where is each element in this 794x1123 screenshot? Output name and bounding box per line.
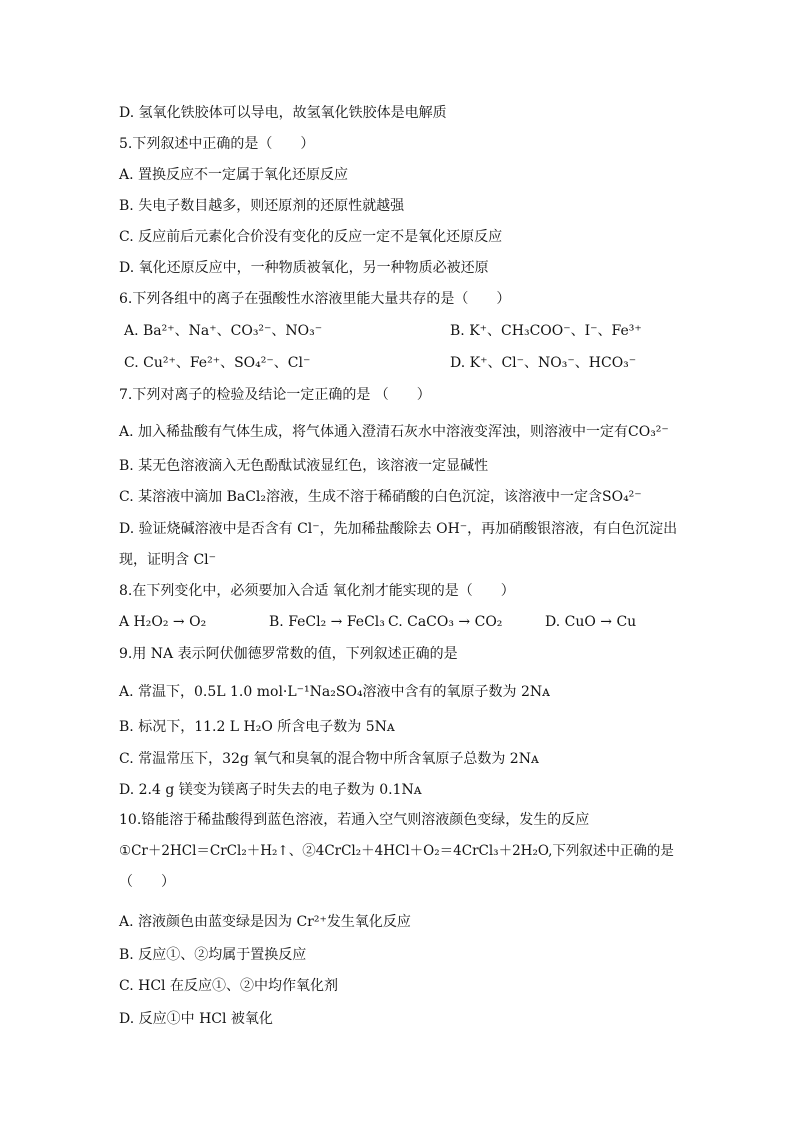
q5-option-d: D. 氧化还原反应中，一种物质被氧化，另一种物质必被还原 bbox=[119, 260, 489, 276]
q4-option-d: D. 氢氧化铁胶体可以导电，故氢氧化铁胶体是电解质 bbox=[119, 105, 447, 121]
q9-option-a: A. 常温下，0.5L 1.0 mol·L⁻¹Na₂SO₄溶液中含有的氧原子数为 2Nᴀ bbox=[119, 684, 551, 700]
q9-option-d: D. 2.4 g 镁变为镁离子时失去的电子数为 0.1Nᴀ bbox=[119, 782, 422, 798]
q6-option-a: A. Ba²⁺、Na⁺、CO₃²⁻、NO₃⁻ bbox=[124, 323, 323, 339]
q10-option-a: A. 溶液颜色由蓝变绿是因为 Cr²⁺发生氧化反应 bbox=[119, 914, 411, 930]
q6-option-d: D. K⁺、Cl⁻、NO₃⁻、HCO₃⁻ bbox=[450, 355, 637, 371]
q7-option-b: B. 某无色溶液滴入无色酚酞试液显红色，该溶液一定显碱性 bbox=[119, 458, 489, 474]
q10-option-d: D. 反应①中 HCl 被氧化 bbox=[119, 1011, 273, 1027]
q5-option-b: B. 失电子数目越多，则还原剂的还原性就越强 bbox=[119, 198, 405, 214]
q7-question: 7.下列对离子的检验及结论一定正确的是 （ ） bbox=[119, 387, 431, 403]
q7-option-a: A. 加入稀盐酸有气体生成，将气体通入澄清石灰水中溶液变浑浊，则溶液中一定有CO₃²⁻ bbox=[119, 424, 669, 440]
q5-option-a: A. 置换反应不一定属于氧化还原反应 bbox=[119, 167, 349, 183]
q8-option-d: D. CuO → Cu bbox=[545, 614, 637, 630]
q7-option-d: D. 验证烧碱溶液中是否含有 Cl⁻，先加稀盐酸除去 OH⁻，再加硝酸银溶液，有白色沉淀出 bbox=[119, 521, 678, 537]
q9-option-c: C. 常温常压下，32g 氧气和臭氧的混合物中所含氧原子总数为 2Nᴀ bbox=[119, 751, 539, 767]
q8-question: 8.在下列变化中，必须要加入合适 氧化剂才能实现的是（ ） bbox=[119, 583, 515, 599]
q10-bracket: （ ） bbox=[119, 874, 175, 890]
q6-question: 6.下列各组中的离子在强酸性水溶液里能大量共存的是（ ） bbox=[119, 291, 511, 307]
q9-question: 9.用 NA 表示阿伏伽德罗常数的值，下列叙述正确的是 bbox=[119, 646, 458, 662]
q5-question: 5.下列叙述中正确的是（ ） bbox=[119, 136, 315, 152]
q8-option-c: C. CaCO₃ → CO₂ bbox=[388, 614, 503, 630]
q8-option-b: B. FeCl₂ → FeCl₃ bbox=[269, 614, 385, 630]
q7-option-c: C. 某溶液中滴加 BaCl₂溶液，生成不溶于稀硝酸的白色沉淀，该溶液中一定含SO₄²⁻ bbox=[119, 489, 642, 505]
q10-question: 10.铬能溶于稀盐酸得到蓝色溶液，若通入空气则溶液颜色变绿，发生的反应 bbox=[119, 812, 590, 828]
q7-option-d-cont: 现，证明含 Cl⁻ bbox=[119, 552, 217, 568]
q5-option-c: C. 反应前后元素化合价没有变化的反应一定不是氧化还原反应 bbox=[119, 229, 503, 245]
q8-option-a: A H₂O₂ → O₂ bbox=[119, 614, 207, 630]
q10-option-b: B. 反应①、②均属于置换反应 bbox=[119, 947, 307, 963]
q6-option-b: B. K⁺、CH₃COO⁻、I⁻、Fe³⁺ bbox=[450, 323, 642, 339]
q10-equations: ①Cr＋2HCl＝CrCl₂＋H₂↑、②4CrCl₂＋4HCl＋O₂＝4CrCl₃＋2H₂O,下列叙述中正确的是 bbox=[119, 843, 674, 859]
q10-option-c: C. HCl 在反应①、②中均作氧化剂 bbox=[119, 978, 338, 994]
q9-option-b: B. 标况下，11.2 L H₂O 所含电子数为 5Nᴀ bbox=[119, 719, 395, 735]
q6-option-c: C. Cu²⁺、Fe²⁺、SO₄²⁻、Cl⁻ bbox=[124, 355, 311, 371]
